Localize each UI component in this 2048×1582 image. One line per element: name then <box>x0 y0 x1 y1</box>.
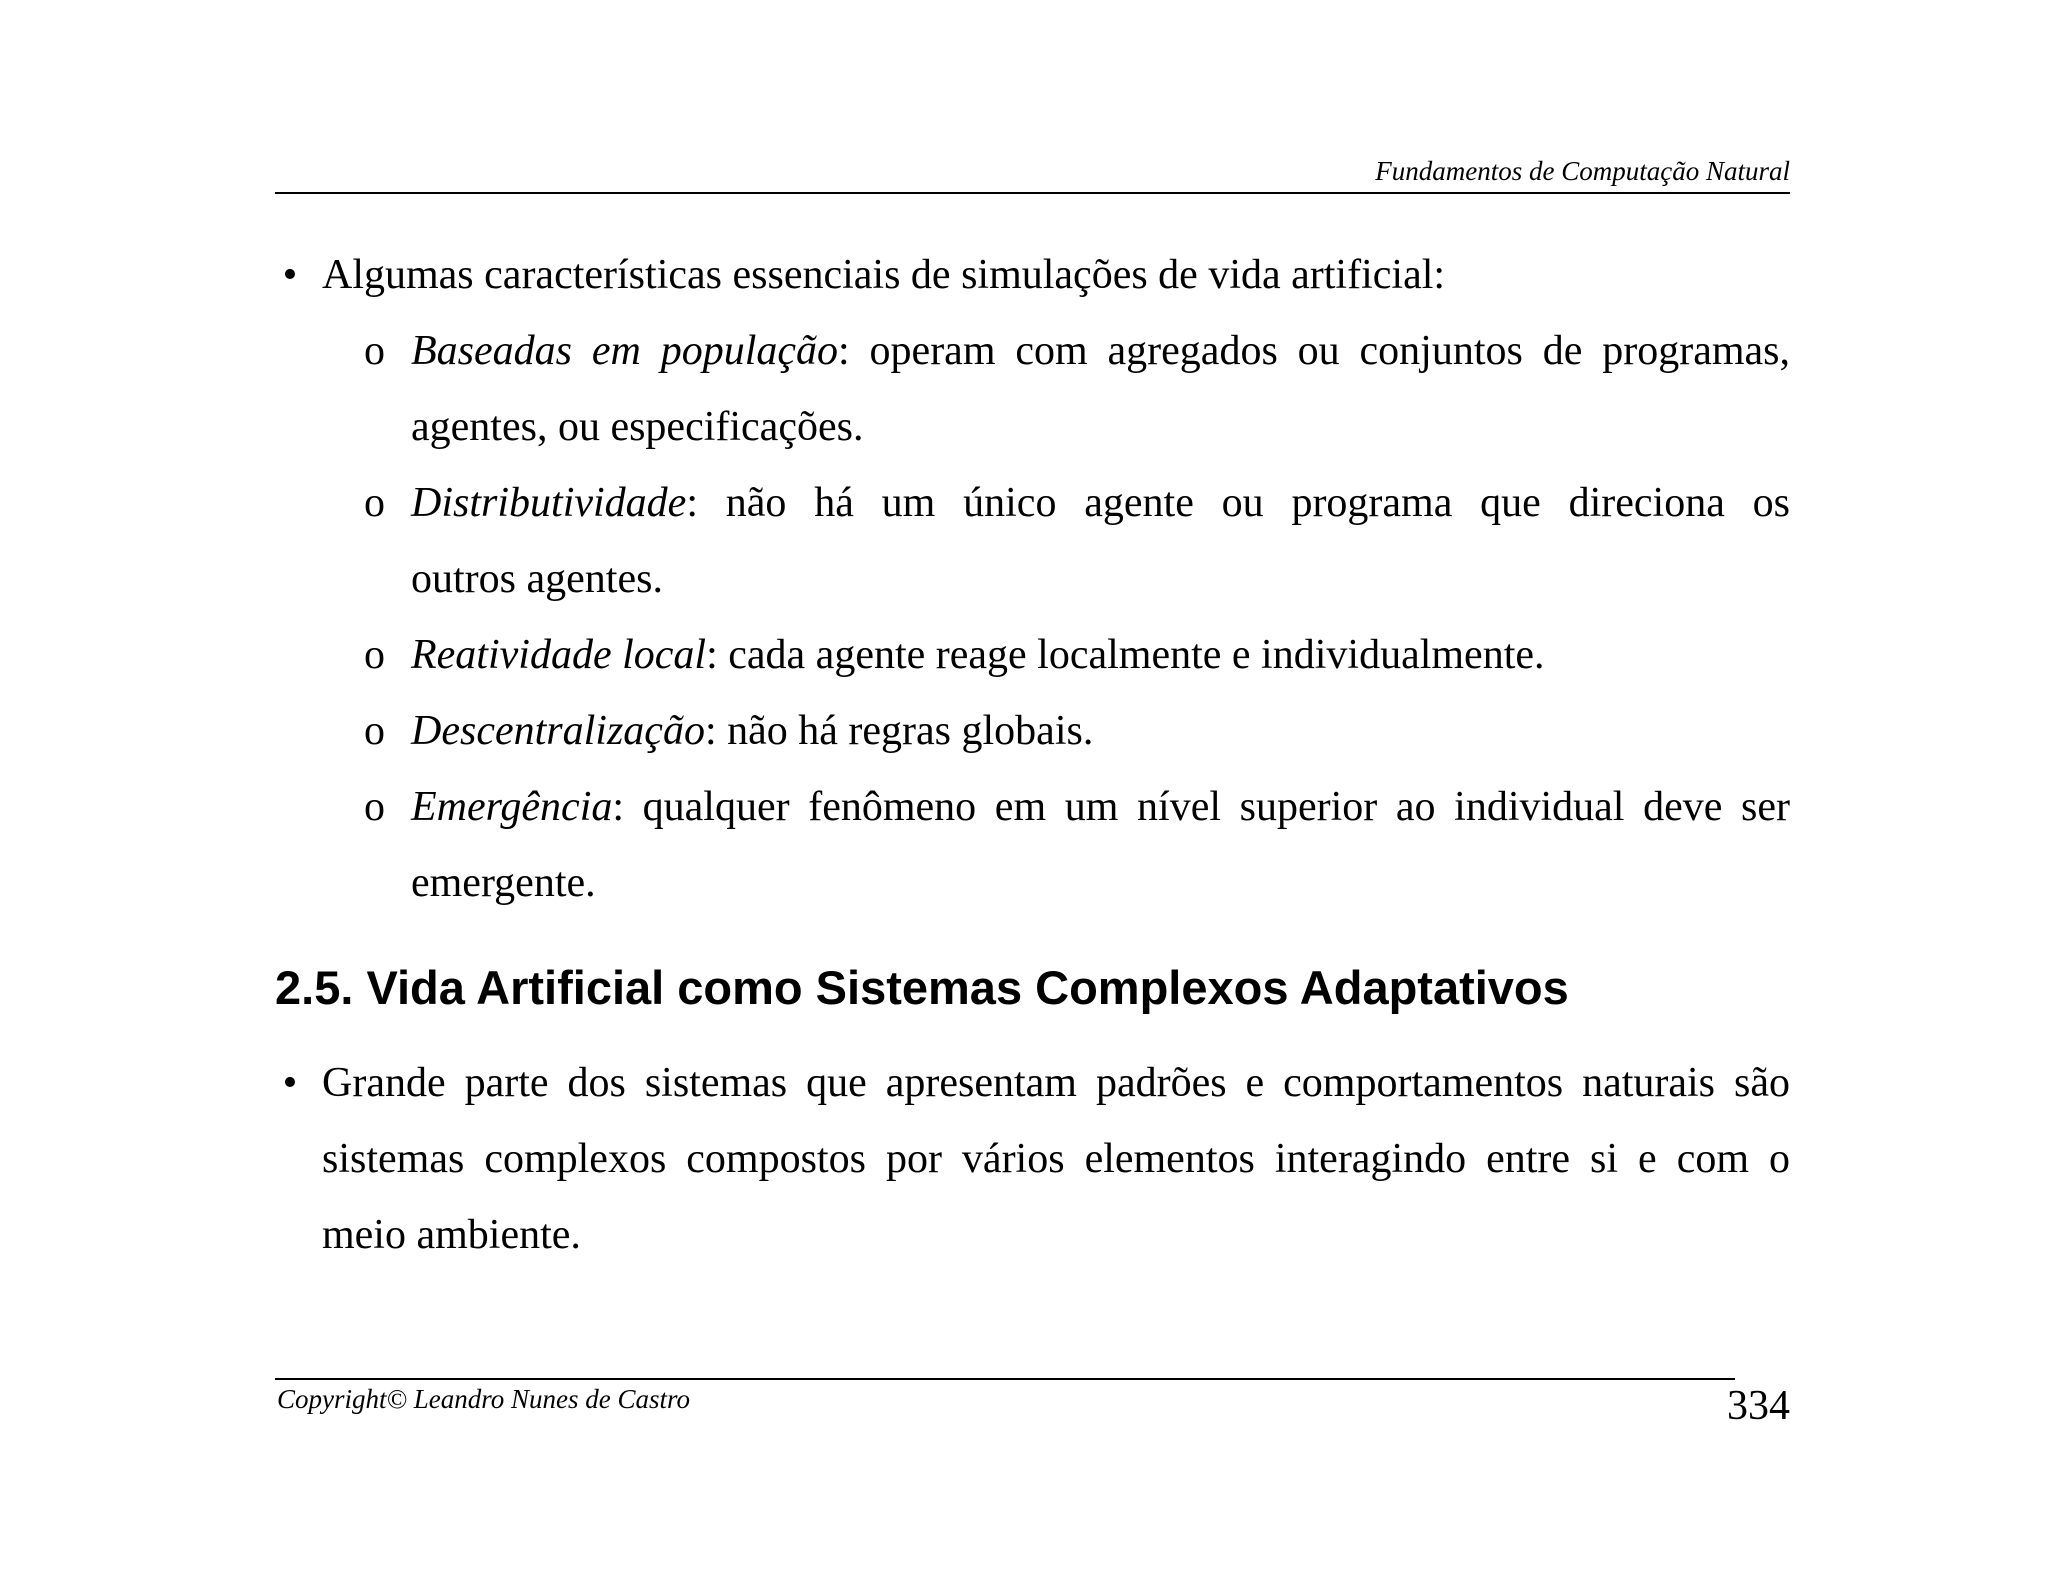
bullet-dot-icon: • <box>282 1060 298 1106</box>
page-number: 334 <box>1727 1383 1790 1429</box>
sub-item-continuation: emergente. <box>411 860 596 906</box>
footer-divider <box>275 1378 1735 1380</box>
sub-bullet-marker: o <box>364 784 385 830</box>
sub-item-desc: : não há regras globais. <box>704 708 1094 754</box>
paragraph-line: meio ambiente. <box>322 1212 581 1258</box>
sub-item-term: Emergência <box>411 784 613 830</box>
header-divider <box>275 192 1790 194</box>
sub-bullet-marker: o <box>364 708 385 754</box>
sub-item-desc: : não há um único agente ou programa que direciona os <box>686 480 1790 526</box>
sub-item-line <box>411 465 1790 541</box>
sub-bullet-marker: o <box>364 480 385 526</box>
sub-bullet-marker: o <box>364 632 385 678</box>
paragraph-line: sistemas complexos compostos por vários elementos interagindo entre si e com o <box>322 1136 1790 1182</box>
sub-item-line <box>411 617 1790 693</box>
sub-item-continuation: outros agentes. <box>411 556 663 602</box>
section-heading: 2.5. Vida Artificial como Sistemas Complexos Adaptativos <box>275 961 1569 1014</box>
sub-item-line <box>411 313 1790 389</box>
bullet-dot-icon: • <box>282 252 298 298</box>
sub-item-term: Distributividade <box>411 480 687 526</box>
sub-item-line <box>411 769 1790 845</box>
sub-item-desc: : cada agente reage localmente e individualmente. <box>706 632 1545 678</box>
sub-item-term: Reatividade local <box>411 632 707 678</box>
paragraph-line: Grande parte dos sistemas que apresentam padrões e comportamentos naturais são <box>322 1060 1790 1106</box>
sub-item-line <box>411 693 1790 769</box>
copyright-notice: Copyright© Leandro Nunes de Castro <box>277 1384 691 1414</box>
sub-bullet-marker: o <box>364 328 385 374</box>
sub-item-term: Baseadas em população <box>411 328 839 374</box>
sub-item-continuation: agentes, ou especificações. <box>411 404 864 450</box>
sub-item-term: Descentralização <box>411 708 705 754</box>
sub-item-desc: : operam com agregados ou conjuntos de programas, <box>838 328 1790 374</box>
running-header: Fundamentos de Computação Natural <box>1375 156 1790 186</box>
bullet-text: Algumas características essenciais de simulações de vida artificial: <box>322 252 1446 298</box>
sub-item-desc: : qualquer fenômeno em um nível superior ao individual deve ser <box>612 784 1790 830</box>
